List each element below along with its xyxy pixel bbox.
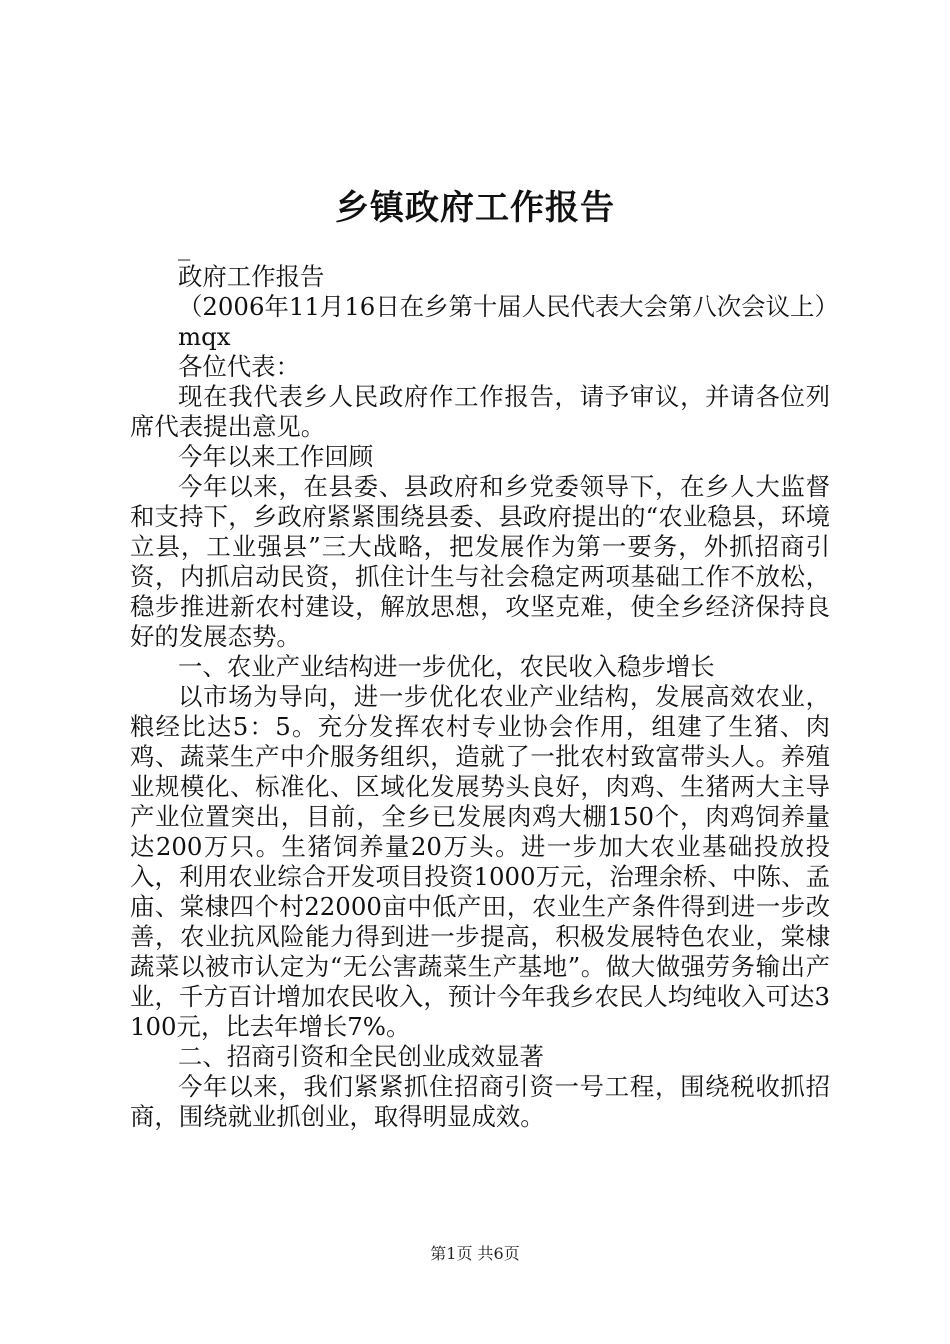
paragraph-review: 今年以来，在县委、县政府和乡党委领导下，在乡人大监督和支持下，乡政府紧紧围绕县委、县政府提出的“农业稳县，环境立县，工业强县”三大战略，把发展作为第一要务，外抓招商引资，内抓启动民资，抓住计生与社会稳定两项基础工作不放松，稳步推进新农村建设，解放思想，攻坚克难，使全乡经济保持良好的发展态势。	[130, 472, 830, 651]
salutation: 各位代表：	[178, 352, 300, 381]
section-review-heading: 今年以来工作回顾	[178, 442, 374, 471]
document-body	[130, 232, 839, 1132]
paragraph-agriculture: 以市场为导向，进一步优化农业产业结构，发展高效农业，粮经比达5：5。充分发挥农村专业协会作用，组建了生猪、肉鸡、蔬菜生产中介服务组织，造就了一批农村致富带头人。养殖业规模化、标准化、区域化发展势头良好，肉鸡、生猪两大主导产业位置突出，目前，全乡已发展肉鸡大棚150个，肉鸡饲养量达200万只。生猪饲养量20万头。进一步加大农业基础投放投入，利用农业综合开发项目投资1000万元，治理余桥、中陈、孟庙、棠棣四个村22000亩中低产田，农业生产条件得到进一步改善，农业抗风险能力得到进一步提高，积极发展特色农业，棠棣蔬菜以被市认定为“无公害蔬菜生产基地”。做大做强劳务输出产业，千方百计增加农民收入，预计今年我乡农民人均纯收入可达3100元，比去年增长7%。	[130, 682, 830, 1041]
report-heading: 政府工作报告	[178, 262, 325, 291]
paragraph-intro: 现在我代表乡人民政府作工作报告，请予审议，并请各位列席代表提出意见。	[130, 382, 830, 441]
page-number: 第1页 共6页	[430, 1244, 520, 1263]
section-2-heading: 二、招商引资和全民创业成效显著	[178, 1042, 544, 1071]
paragraph-investment: 今年以来，我们紧紧抓住招商引资一号工程，围绕税收抓招商，围绕就业抓创业，取得明显成效。	[130, 1072, 830, 1131]
section-1-heading: 一、农业产业结构进一步优化，农民收入稳步增长	[178, 652, 715, 681]
underscore-mark: _	[178, 232, 191, 261]
author-mark: mqx	[178, 322, 231, 351]
document-title: 乡镇政府工作报告	[335, 188, 615, 228]
meeting-note: （2006年11月16日在乡第十届人民代表大会第八次会议上）	[178, 292, 839, 321]
